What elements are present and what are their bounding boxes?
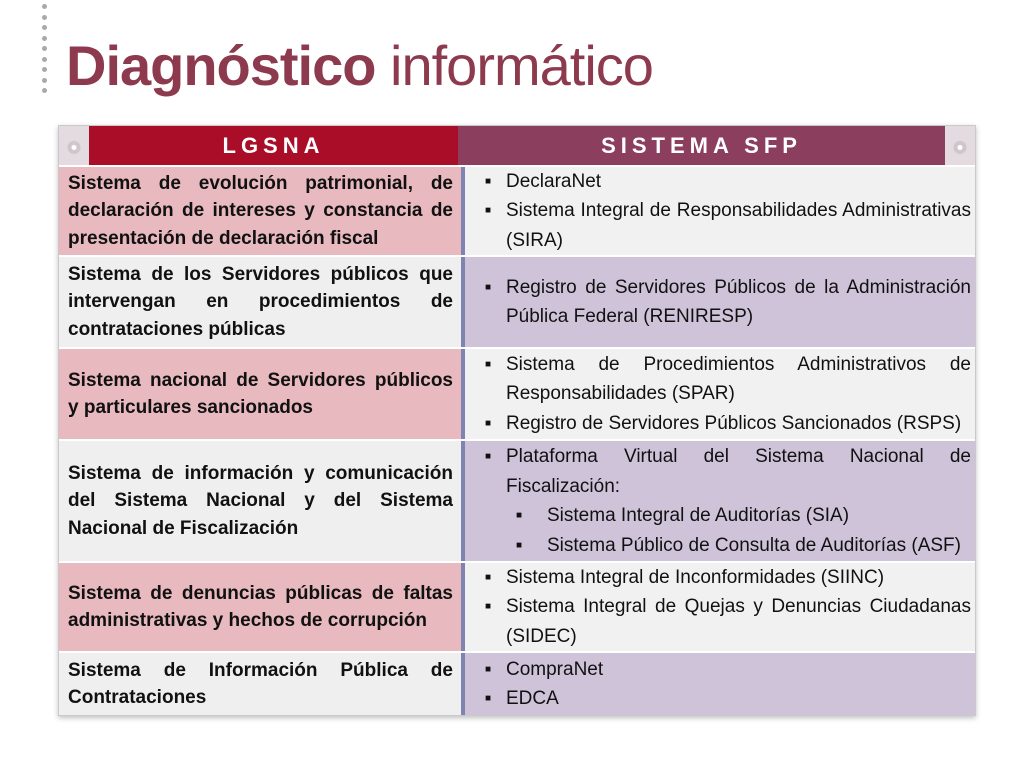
lgsna-cell: Sistema de información y comunicación del Sistema Nacional y del Sistema Nacional de Fiscalización bbox=[59, 441, 461, 561]
table-header bbox=[59, 126, 975, 165]
table-row bbox=[59, 439, 975, 561]
lgsna-cell: Sistema de los Servidores públicos que intervengan en procedimientos de contrataciones públicas bbox=[59, 257, 461, 347]
list-item: ■ Registro de Servidores Públicos Sancionados (RSPS) bbox=[485, 409, 971, 439]
sfp-cell bbox=[461, 349, 975, 439]
table-row bbox=[59, 561, 975, 651]
list-item: ■ CompraNet bbox=[485, 655, 971, 685]
table-row bbox=[59, 651, 975, 715]
sfp-cell bbox=[461, 563, 975, 651]
list-subitem: ■ Sistema Público de Consulta de Auditorías (ASF) bbox=[485, 531, 971, 561]
list-item: ■ DeclaraNet bbox=[485, 167, 971, 197]
list-item: ■ Sistema Integral de Inconformidades (SIINC) bbox=[485, 563, 971, 593]
list-item: ■ Sistema Integral de Quejas y Denuncias Ciudadanas (SIDEC) bbox=[485, 592, 971, 651]
sfp-cell bbox=[461, 257, 975, 347]
header-lgsna: LGSNA bbox=[89, 126, 458, 165]
title-rest: informático bbox=[375, 34, 653, 97]
table-row bbox=[59, 255, 975, 347]
header-sistema-sfp: SISTEMA SFP bbox=[458, 126, 945, 165]
slide-title bbox=[66, 26, 653, 106]
sfp-cell bbox=[461, 167, 975, 255]
list-item: ■ EDCA bbox=[485, 684, 971, 714]
list-item: ■ Sistema Integral de Responsabilidades Administrativas (SIRA) bbox=[485, 196, 971, 255]
header-ornament-left bbox=[59, 126, 89, 165]
decorative-dots bbox=[42, 4, 48, 93]
table-row bbox=[59, 347, 975, 439]
table-row bbox=[59, 165, 975, 255]
lgsna-cell: Sistema nacional de Servidores públicos y particulares sancionados bbox=[59, 349, 461, 439]
lgsna-cell: Sistema de denuncias públicas de faltas administrativas y hechos de corrupción bbox=[59, 563, 461, 651]
lgsna-cell: Sistema de Información Pública de Contrataciones bbox=[59, 653, 461, 715]
title-bold: Diagnóstico bbox=[66, 34, 376, 97]
list-item: ■ Registro de Servidores Públicos de la Administración Pública Federal (RENIRESP) bbox=[485, 273, 971, 332]
list-item: ■ Plataforma Virtual del Sistema Nacional de Fiscalización: bbox=[485, 442, 971, 501]
list-subitem: ■ Sistema Integral de Auditorías (SIA) bbox=[485, 501, 971, 531]
lgsna-cell: Sistema de evolución patrimonial, de declaración de intereses y constancia de presentación de declaración fiscal bbox=[59, 167, 461, 255]
sfp-cell bbox=[461, 441, 975, 561]
list-item: ■ Sistema de Procedimientos Administrativos de Responsabilidades (SPAR) bbox=[485, 350, 971, 409]
sfp-cell bbox=[461, 653, 975, 715]
comparison-table bbox=[58, 125, 976, 716]
header-ornament-right bbox=[945, 126, 975, 165]
